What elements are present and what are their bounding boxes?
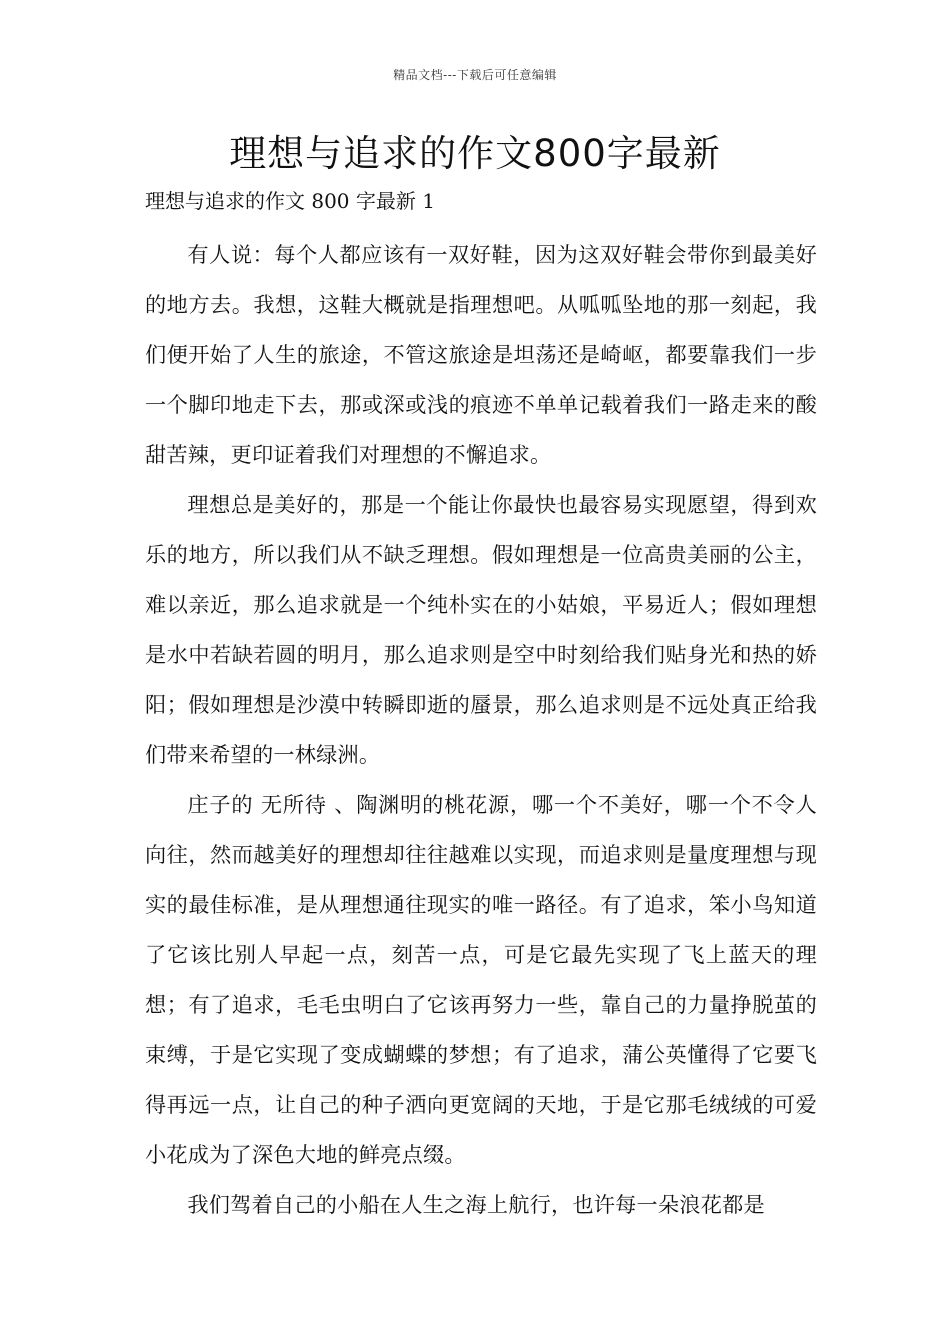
page-title: 理想与追求的作文800字最新 [229,132,721,175]
paragraph: 理想总是美好的，那是一个能让你最快也最容易实现愿望，得到欢乐的地方，所以我们从不缺乏理想。假如理想是一位高贵美丽的公主，难以亲近，那么追求就是一个纯朴实在的小姑娘，平易近人；假如理想是水中若缺若圆的明月，那么追求则是空中时刻给我们贴身光和热的娇阳；假如理想是沙漠中转瞬即逝的蜃景，那么追求则是不远处真正给我们带来希望的一林绿洲。 [145,492,817,767]
header-note: 精品文档---下载后可任意编辑 [393,68,557,82]
paragraph: 有人说：每个人都应该有一双好鞋，因为这双好鞋会带你到最美好的地方去。我想，这鞋大概就是指理想吧。从呱呱坠地的那一刻起，我们便开始了人生的旅途，不管这旅途是坦荡还是崎岖，都要靠我们一步一个脚印地走下去，那或深或浅的痕迹不单单记载着我们一路走来的酸甜苦辣，更印证着我们对理想的不懈追求。 [145,242,817,467]
paragraph: 庄子的 无所待 、陶渊明的桃花源，哪一个不美好，哪一个不令人向往，然而越美好的理想却往往越难以实现，而追求则是量度理想与现实的最佳标准，是从理想通往现实的唯一路径。有了追求，笨小鸟知道了它该比别人早起一点，刻苦一点，可是它最先实现了飞上蓝天的理想；有了追求，毛毛虫明白了它该再努力一些，靠自己的力量挣脱茧的束缚，于是它实现了变成蝴蝶的梦想；有了追求，蒲公英懂得了它要飞得再远一点，让自己的种子洒向更宽阔的天地，于是它那毛绒绒的可爱小花成为了深色大地的鲜亮点缀。 [145,792,817,1167]
paragraph: 我们驾着自己的小船在人生之海上航行，也许每一朵浪花都是 [187,1192,765,1217]
body-text [145,230,817,1230]
section-subtitle: 理想与追求的作文 800 字最新 1 [145,189,435,213]
